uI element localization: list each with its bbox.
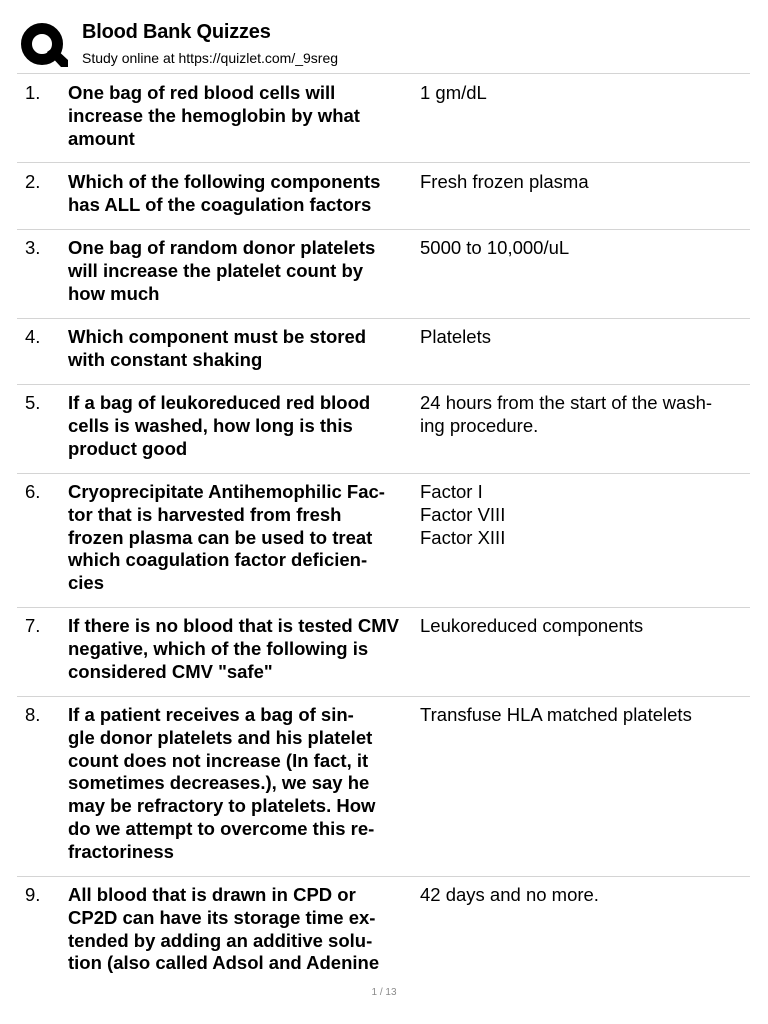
card-term: All blood that is drawn in CPD or CP2D can have its storage time ex- tended by adding an additive solu- tion (also called Adsol and Adenine: [68, 884, 380, 974]
divider: [17, 162, 750, 163]
card-definition: Transfuse HLA matched platelets: [420, 704, 692, 725]
divider: [17, 696, 750, 697]
divider: [17, 318, 750, 319]
study-online-link[interactable]: Study online at https://quizlet.com/_9sreg: [82, 50, 339, 66]
card-term: If a bag of leukoreduced red blood cells is washed, how long is this product good: [68, 392, 371, 459]
card-definition: Factor I Factor VIII Factor XIII: [420, 481, 506, 548]
card-term: Which of the following components has ALL of the coagulation factors: [68, 171, 381, 215]
card-number: 1.: [25, 82, 41, 103]
card-term: If there is no blood that is tested CMV negative, which of the following is considered CMV "safe": [68, 615, 399, 682]
divider: [17, 229, 750, 230]
card-number: 7.: [25, 615, 41, 636]
card-definition: Leukoreduced components: [420, 615, 644, 636]
page-title: Blood Bank Quizzes: [82, 21, 271, 43]
card-term: Which component must be stored with constant shaking: [68, 326, 367, 370]
divider: [17, 473, 750, 474]
card-definition: Platelets: [420, 326, 491, 347]
card-term: Cryoprecipitate Antihemophilic Fac- tor that is harvested from fresh frozen plasma can be used to treat which coagulation factor deficien- cies: [68, 481, 385, 594]
page-header: [20, 14, 750, 72]
card-term: One bag of red blood cells will increase the hemoglobin by what amount: [68, 82, 360, 149]
divider: [17, 876, 750, 877]
divider: [17, 384, 750, 385]
card-number: 4.: [25, 326, 41, 347]
card-definition: 1 gm/dL: [420, 82, 487, 103]
card-number: 3.: [25, 237, 41, 258]
divider: [17, 73, 750, 74]
card-number: 8.: [25, 704, 41, 725]
card-definition: Fresh frozen plasma: [420, 171, 589, 192]
page-indicator: 1 / 13: [371, 987, 397, 998]
card-definition: 42 days and no more.: [420, 884, 599, 905]
card-number: 9.: [25, 884, 41, 905]
card-number: 5.: [25, 392, 41, 413]
card-definition: 24 hours from the start of the wash- ing procedure.: [420, 392, 713, 436]
card-definition: 5000 to 10,000/uL: [420, 237, 570, 258]
card-term: One bag of random donor platelets will increase the platelet count by how much: [68, 237, 376, 304]
card-term: If a patient receives a bag of sin- gle donor platelets and his platelet count does not increase (In fact, it sometimes decreases.), we say he may be refractory to platelets. How do we attempt to overcome this re- fractoriness: [68, 704, 376, 862]
divider: [17, 607, 750, 608]
quizlet-q-logo-icon: [20, 22, 68, 70]
card-number: 6.: [25, 481, 41, 502]
card-number: 2.: [25, 171, 41, 192]
